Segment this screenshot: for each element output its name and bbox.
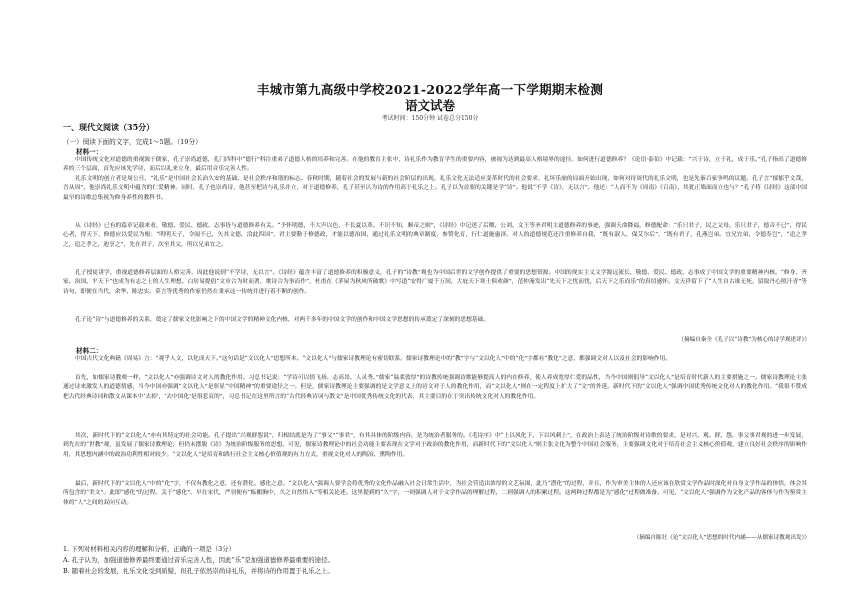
material-2-source: （摘编自陈壮《论“文以化人”思想的时代内涵——从儒家诗教观出发》）: [633, 535, 810, 541]
material-1-paragraph: 从《诗经》已有的篇章记载来看，敬德、爱民、德政、志事皆与道德修养有关。“予怀明德，不大声以色，不长夏以革，不识不知，顺帝之则”，《诗经》中记述了后稷、公刘、文王等圣君明主道德修养的事迹，强调天命降福，修德配命：“乐只君子，民之父母。乐只君子，德音不已”，得民心者，得天下，修德应以爱民为根：“明明天子，令闻不已，矢其文德，洽此四国”，君主要勤于修德政，才能以德治国，通过礼乐文明的典章制度，参赞化育，行仁道施惠泽。对人的道德规范还注重修养自我，“既有淑人，保艾尔后”，“既有君子，孔燕岂弟。宜兄宜弟，令德寿岂”，“追之孝之，追之孝之，迪享之”，先在君子，次至其父，所以兄弟宜之。: [63, 223, 807, 248]
material-2-paragraph: 其次，新时代下的“文以化人”亦有其特定的社会功能。孔子提出“兴观群怨说”，归根结底是为了“事父”“事君”，有其具体的阶级内容，是为统治者服务的。《毛诗序》中“上以风化下，下以风刺上”，在政治上表达了统治阶级对诗歌的要求，是对兴、观、群、怨，事父事君观的进一步发展，到先在的“世教”观，虽发展了儒家诗教理论，但仍未摆脱《诗》为统治阶级服务的思想。可见，儒家诗教理论中的社会功能主要表现在文学对于政治的教化作用，而新时代下的“文以化人”则主张文化为整个中国社会服务，主要强调文化对于培育社会主义核心价值观、建立良好社会秩序的影响作用，其思想内涵中的政治功利性相对较少。“文以化人”是培育和践行社会主义核心价值观的有力方式，重视文化对人的陶冶、熏陶作用。: [63, 433, 807, 458]
material-1-paragraph: 孔子授徒讲学，重视道德修养层面的人格完善，因此他说到“不学诗，无以言”。《诗经》蕴含丰富了道德修养的积极意义，孔子的“诗教”观也为中国后世的文学创作提供了重要的思想资源。中国的现实主义文学源远流长，敬德、爱民、德政、志事成了中国文学的重要精神内核。“修身、齐家、治国、平天下”也成为有志之士的人生理想。白居易提倡“文章合为时而著，歌诗合为事而作”，杜甫在《茅屋为秋风所破歌》中写道“安得广厦千万间，大庇天下寒士俱欢颜”，范仲淹发出“先天下之忧而忧，后天下之乐而乐”的真切感怀。文天祥留下了“人生自古谁无死，留取丹心照汗青”等诗句，即便在当代，余华、陈忠实、莫言等优秀的作家仍然在秉承这一传统并进行着不断的创作。: [63, 270, 807, 295]
question-1-option-a[interactable]: A. 孔子认为，加强道德修养最终要通过音乐完善人性，因此“乐”是加强道德修养最重要的途径。: [63, 556, 334, 564]
material-1-label: 材料一：: [76, 148, 103, 156]
exam-title: 丰城市第九高级中学校2021-2022学年高一下学期期末检测: [256, 82, 604, 97]
exam-subtitle: 语文试卷: [404, 98, 455, 113]
material-1-source: （摘编自秦全《孔子以“诗教”为核心的诗学观述评》）: [678, 337, 810, 343]
material-2-paragraph: 首先，如儒家诗教观一样，“文以化人”亦强调诗文对人的教化作用。习总书记说：“学诗可以情飞扬、志高昂、人灵秀。”儒家“温柔敦厚”的诗教传统强调诗歌能够提高人的内在修养，使人养成宽厚仁爱的品性，当今中国则倡导“文以化人”是培育时代新人的主要措施之一。儒家诗教理论主张通过诗来激发人的道德情感，当今中国亦强调“文以化人”是彰显“中国精神”的重要途径之一。但是，儒家诗教理论主要强调的是文学意义上的诗文对于人的教化作用，而“文以化人”则在一定程度上扩大了“文”的外延。新时代下的“文以化人”强调中国优秀传统文化对人的教化作用。“我很不赞成把古代经典诗词和散文从课本中‘去掉’，‘去中国化’是很悲哀的”，习总书记在这里所言的“古代经典诗词与散文”是中国优秀传统文化的代表，其主要目的在于突出传统文化对人的教化作用。: [63, 375, 807, 400]
material-1-paragraph: 中国传统文化对道德的重视源于儒家，孔子崇尚道德，孔门四科中“德行”科注重弟子道德人格的培养和完善。在他的教育主张中，诗礼乐作为教育学生的重要内容，被视为达到最高人格境界的途径。如何进行道德修养？《论语·泰伯》中记载：“兴于诗，立于礼，成于乐。”孔子指出了道德修养的三个层面，首先应该先学诗，而后以礼来立身，最后用音乐完善人性。: [63, 157, 807, 173]
material-1-paragraph: 孔子论“诗”与道德修养的关系，奠定了儒家文化影响之下的中国文学的精神文化内核，对两千多年的中国文学的创作和中国文学思想的传承奠定了深刻的思想基础。: [75, 317, 490, 323]
material-2-label: 材料二：: [76, 347, 103, 355]
material-2-paragraph: 中国古代文化典籍《周易》言：“观乎人文，以化成天下。”这句话是“文以化人”思想所本。“文以化人”与儒家诗教理论有密切联系。儒家诗教理论中的“教”字与“文以化人”中的“化”字都有“教化”之意，都强调文对人以及社会的影响作用。: [75, 356, 672, 362]
question-1-option-b[interactable]: B. 随着社会的发展，礼乐文化受到质疑，但孔子依然崇尚诗礼乐，并将诗的作用置于礼乐之上。: [63, 567, 334, 575]
material-2-paragraph: 最后，新时代下的“文以化人”中的“化”字，不仅有教化之意，还有潜化、感化之意。“文以化人”强调人要学会将优秀的文化作品融入社会日常生活中，为社会营造出浓厚的文艺氛围，此乃“潜化”的过程，并且，作为审美主体的人还应该在欣赏文学作品时深化对自身文学作品的体悟，体会其所包含的“美文”。此即“感化”的过程。关于“感化”，早在宋代，严羽便有“酝酿胸中，久之自然悟入”等相关论述。这里提到的“久”字，一则强调人对于文学作品的理解过程，二则强调人的积累过程。这两种过程都是为“感化”过程做准备。可见，“文以化人”强调作为文化产品的客体与作为鉴赏主体的“人”之间的双向互动。: [63, 481, 807, 506]
section-heading: 一、现代文阅读（35分）: [63, 122, 155, 132]
material-1-paragraph: 礼乐文明的创立者是周公旦，“礼乐”是中国社会长治久安的基础，是社会秩序和谐的标志。春秋时期，随着社会的发展与新的社会阶层的出现，礼乐文化无法适应变革时代的社会要求，礼坏乐崩的局面开始出现，如何对待周代的礼乐文明，也是先秦百家争鸣的议题。孔子言“郁郁乎文哉，吾从周”，他崇尚礼乐文明中蕴含的仁爱精神。同时，孔子也崇尚诗，他甚至把诗与礼乐并立，对于道德修养，孔子甚至认为诗的作用高于礼乐之上。孔子以为首要的关键是学“诗”。他说“不学《诗》，无以言”，他还：“人而不为《周南》《召南》，其犹正墙面而立也与？”孔子将《诗经》这部中国最早的诗歌总集视为修身养性的教科书。: [63, 176, 807, 201]
section-intro: （一）阅读下面的文字，完成1～5题。（19分）: [63, 138, 202, 146]
question-1-stem: 1. 下列对材料相关内容的理解和分析，正确的一项是（3分）: [63, 545, 235, 553]
exam-meta: 考试时间：150分钟 试卷总分150分: [381, 115, 479, 122]
